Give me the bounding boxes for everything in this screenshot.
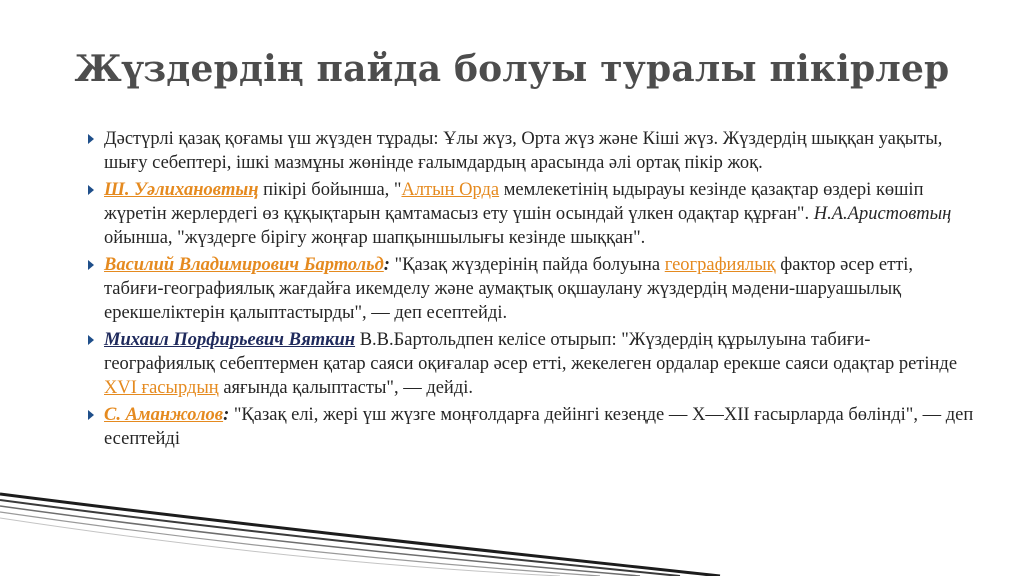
bullet-arrow-icon bbox=[88, 260, 94, 270]
bullet-list bbox=[86, 127, 976, 454]
bullet-text: аяғында қалыптасты", — дейді. bbox=[218, 378, 474, 398]
bullet-text: Дәстүрлі қазақ қоғамы үш жүзден тұрады: Ұлы жүз, Орта жүз және Кіші жүз. Жүздердің шыққан уақыты, шығу себептері, ішкі мазмұны жөнінде ғалымдардың арасында әлі ортақ пікір жоқ. bbox=[104, 129, 943, 173]
bullet-item-3 bbox=[86, 253, 976, 325]
bullet-text: В.В.Бартольдпен келісе отырып: "Жүздердің құрылуына табиғи-географиялық себептермен қатар саяси оқиғалар әсер етті, жекелеген ордалар ерекше саяси одақтар ретінде bbox=[104, 330, 958, 374]
bullet-text: "Қазақ жүздерінің пайда болуына bbox=[389, 255, 665, 275]
bullet-text: пікірі бойынша, " bbox=[258, 180, 402, 200]
bullet-text: фактор әсер етті, табиғи-географиялық жағдайға икемделу және аумақтық оқшаулану жүздердің мәдени-шаруашылық ерекшеліктерін қалыптастырды", — деп есептейді. bbox=[104, 255, 914, 323]
author-colon: : bbox=[223, 405, 230, 425]
slide-title: Жүздердің пайда болуы туралы пікірлер bbox=[74, 48, 950, 90]
bullet-text: мемлекетінің ыдырауы кезінде қазақтар өздері көшіп жүретін жерлердегі өз құқықтарын қамтамасыз ету үшін осындай үлкен одақтар құрған". bbox=[104, 180, 924, 224]
bullet-arrow-icon bbox=[88, 185, 94, 195]
bullet-item-2 bbox=[86, 178, 976, 250]
link-geographic[interactable]: географиялық bbox=[664, 255, 776, 275]
author-colon: : bbox=[383, 255, 390, 275]
author-aristov: Н.А.Аристовтың bbox=[813, 204, 952, 224]
bullet-arrow-icon bbox=[88, 410, 94, 420]
bullet-item-5 bbox=[86, 403, 976, 451]
author-link-amanzholov[interactable]: С. Аманжолов bbox=[104, 405, 224, 425]
bullet-item-4 bbox=[86, 328, 976, 400]
author-link-ualikhanov[interactable]: Ш. Уәлихановтың bbox=[104, 180, 259, 200]
link-16th-century[interactable]: XVI ғасырдың bbox=[104, 378, 219, 398]
bullet-text: ойынша, "жүздерге бірігу жоңғар шапқыншылығы кезінде шыққан". bbox=[104, 228, 646, 248]
bullet-item-1 bbox=[86, 127, 976, 175]
bullet-arrow-icon bbox=[88, 335, 94, 345]
author-link-vyatkin[interactable]: Михаил Порфирьевич Вяткин bbox=[104, 330, 356, 350]
author-link-bartold[interactable]: Василий Владимирович Бартольд bbox=[104, 255, 384, 275]
link-altyn-orda[interactable]: Алтын Орда bbox=[401, 180, 500, 200]
bullet-arrow-icon bbox=[88, 134, 94, 144]
bullet-text: "Қазақ елі, жері үш жүзге моңғолдарға дейінгі кезеңде — X—XII ғасырларда бөлінді", — деп есептейді bbox=[104, 405, 974, 449]
decorative-swoosh bbox=[0, 456, 1024, 576]
